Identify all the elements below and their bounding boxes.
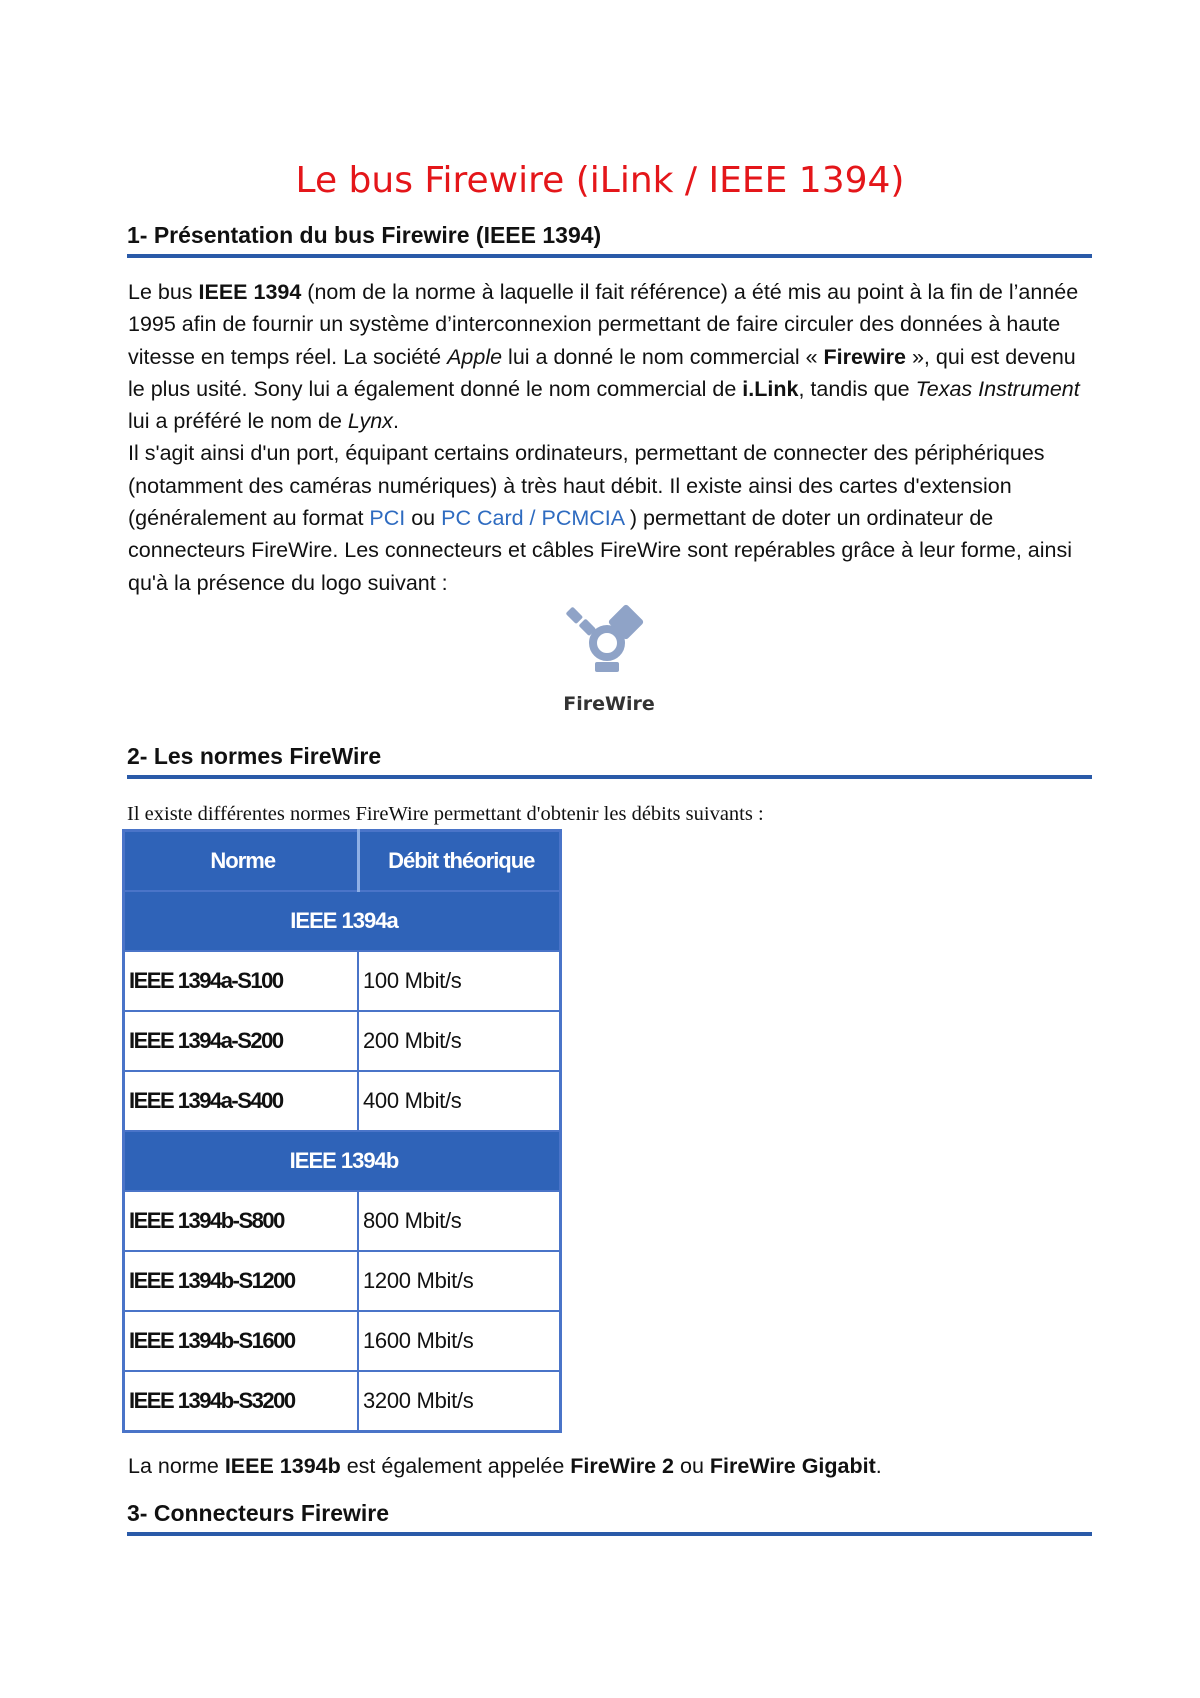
italic-lynx: Lynx <box>347 409 393 434</box>
table-group-row <box>124 1131 561 1191</box>
norm-rate: 1600 Mbit/s <box>358 1311 561 1371</box>
text: . <box>392 409 399 434</box>
text: ) permettant de doter un ordinateur de connecteurs FireWire. Les connecteurs et câbles FireWire sont repérables grâce à leur forme, ainsi qu'à la présence du logo suivant : <box>128 506 1073 595</box>
bold-ieee-1394: IEEE 1394 <box>198 280 302 304</box>
norms-intro-text: Il existe différentes normes FireWire permettant d'obtenir les débits suivants : <box>127 803 764 825</box>
text: », qui est devenu le plus usité. Sony lui a également donné le nom commercial de <box>128 344 1076 401</box>
table-row <box>124 1071 561 1131</box>
norm-name: IEEE 1394a-S100 <box>124 951 359 1011</box>
firewire-logo <box>555 598 665 723</box>
link-pc-card-pcmcia[interactable]: PC Card / PCMCIA <box>441 506 624 531</box>
text: ou <box>405 506 442 531</box>
section-heading-presentation: 1- Présentation du bus Firewire (IEEE 1394) <box>127 222 1092 258</box>
norm-name: IEEE 1394b-S1600 <box>124 1311 359 1371</box>
text: est également appelée <box>340 1454 571 1478</box>
text: ou <box>674 1454 710 1478</box>
group-label-1394b: IEEE 1394b <box>124 1131 561 1191</box>
norm-rate: 800 Mbit/s <box>358 1191 561 1251</box>
table-group-row <box>124 891 561 951</box>
norms-table <box>122 829 562 1433</box>
bold-firewire-gigabit: FireWire Gigabit <box>709 1454 876 1478</box>
norm-name: IEEE 1394a-S400 <box>124 1071 359 1131</box>
firewire-logo-icon <box>555 598 665 723</box>
text: La norme <box>128 1454 225 1478</box>
page-title: Le bus Firewire (iLink / IEEE 1394) <box>295 160 905 201</box>
table-header-row <box>124 831 561 892</box>
table-row <box>124 1311 561 1371</box>
norm-name: IEEE 1394b-S800 <box>124 1191 359 1251</box>
section-heading-connecteurs: 3- Connecteurs Firewire <box>127 1500 1092 1536</box>
italic-texas-instrument: Texas Instrument <box>915 376 1080 401</box>
ieee-1394b-note <box>128 1454 882 1479</box>
italic-apple: Apple <box>447 344 503 369</box>
column-header-norme: Norme <box>124 831 359 892</box>
text: . <box>875 1454 882 1478</box>
text: (nom de la norme à laquelle il fait référence) a été mis au point à la fin de l’année 1995 afin de fournir un système d’interconnexion permettant de faire circuler des données à haute vitesse en temps réel. La société <box>128 280 1079 369</box>
bold-ilink: i.Link <box>742 376 799 401</box>
column-header-debit: Débit théorique <box>358 831 561 892</box>
bold-ieee-1394b: IEEE 1394b <box>224 1454 341 1478</box>
intro-paragraph <box>128 276 1098 599</box>
firewire-logo-caption: FireWire <box>563 693 655 715</box>
norm-name: IEEE 1394b-S3200 <box>124 1371 359 1432</box>
link-pci[interactable]: PCI <box>369 506 406 531</box>
norm-rate: 100 Mbit/s <box>358 951 561 1011</box>
table-row <box>124 951 561 1011</box>
text: Il s'agit ainsi d'un port, équipant certains ordinateurs, permettant de connecter des périphériques (notamment des caméras numériques) à très haut débit. Il existe ainsi des cartes d'extension (généralement au format <box>128 441 1045 531</box>
table-row <box>124 1251 561 1311</box>
text: lui a préféré le nom de <box>128 409 348 434</box>
norm-name: IEEE 1394b-S1200 <box>124 1251 359 1311</box>
norm-rate: 400 Mbit/s <box>358 1071 561 1131</box>
bold-firewire: Firewire <box>823 344 906 369</box>
text: Le bus <box>128 280 199 304</box>
text: lui a donné le nom commercial « <box>502 344 824 369</box>
norm-rate: 1200 Mbit/s <box>358 1251 561 1311</box>
group-label-1394a: IEEE 1394a <box>124 891 561 951</box>
table-row <box>124 1371 561 1432</box>
norm-rate: 3200 Mbit/s <box>358 1371 561 1432</box>
table-row <box>124 1191 561 1251</box>
bold-firewire-2: FireWire 2 <box>570 1454 675 1478</box>
text: , tandis que <box>798 376 916 401</box>
norm-rate: 200 Mbit/s <box>358 1011 561 1071</box>
table-row <box>124 1011 561 1071</box>
norm-name: IEEE 1394a-S200 <box>124 1011 359 1071</box>
section-heading-normes: 2- Les normes FireWire <box>127 743 1092 779</box>
